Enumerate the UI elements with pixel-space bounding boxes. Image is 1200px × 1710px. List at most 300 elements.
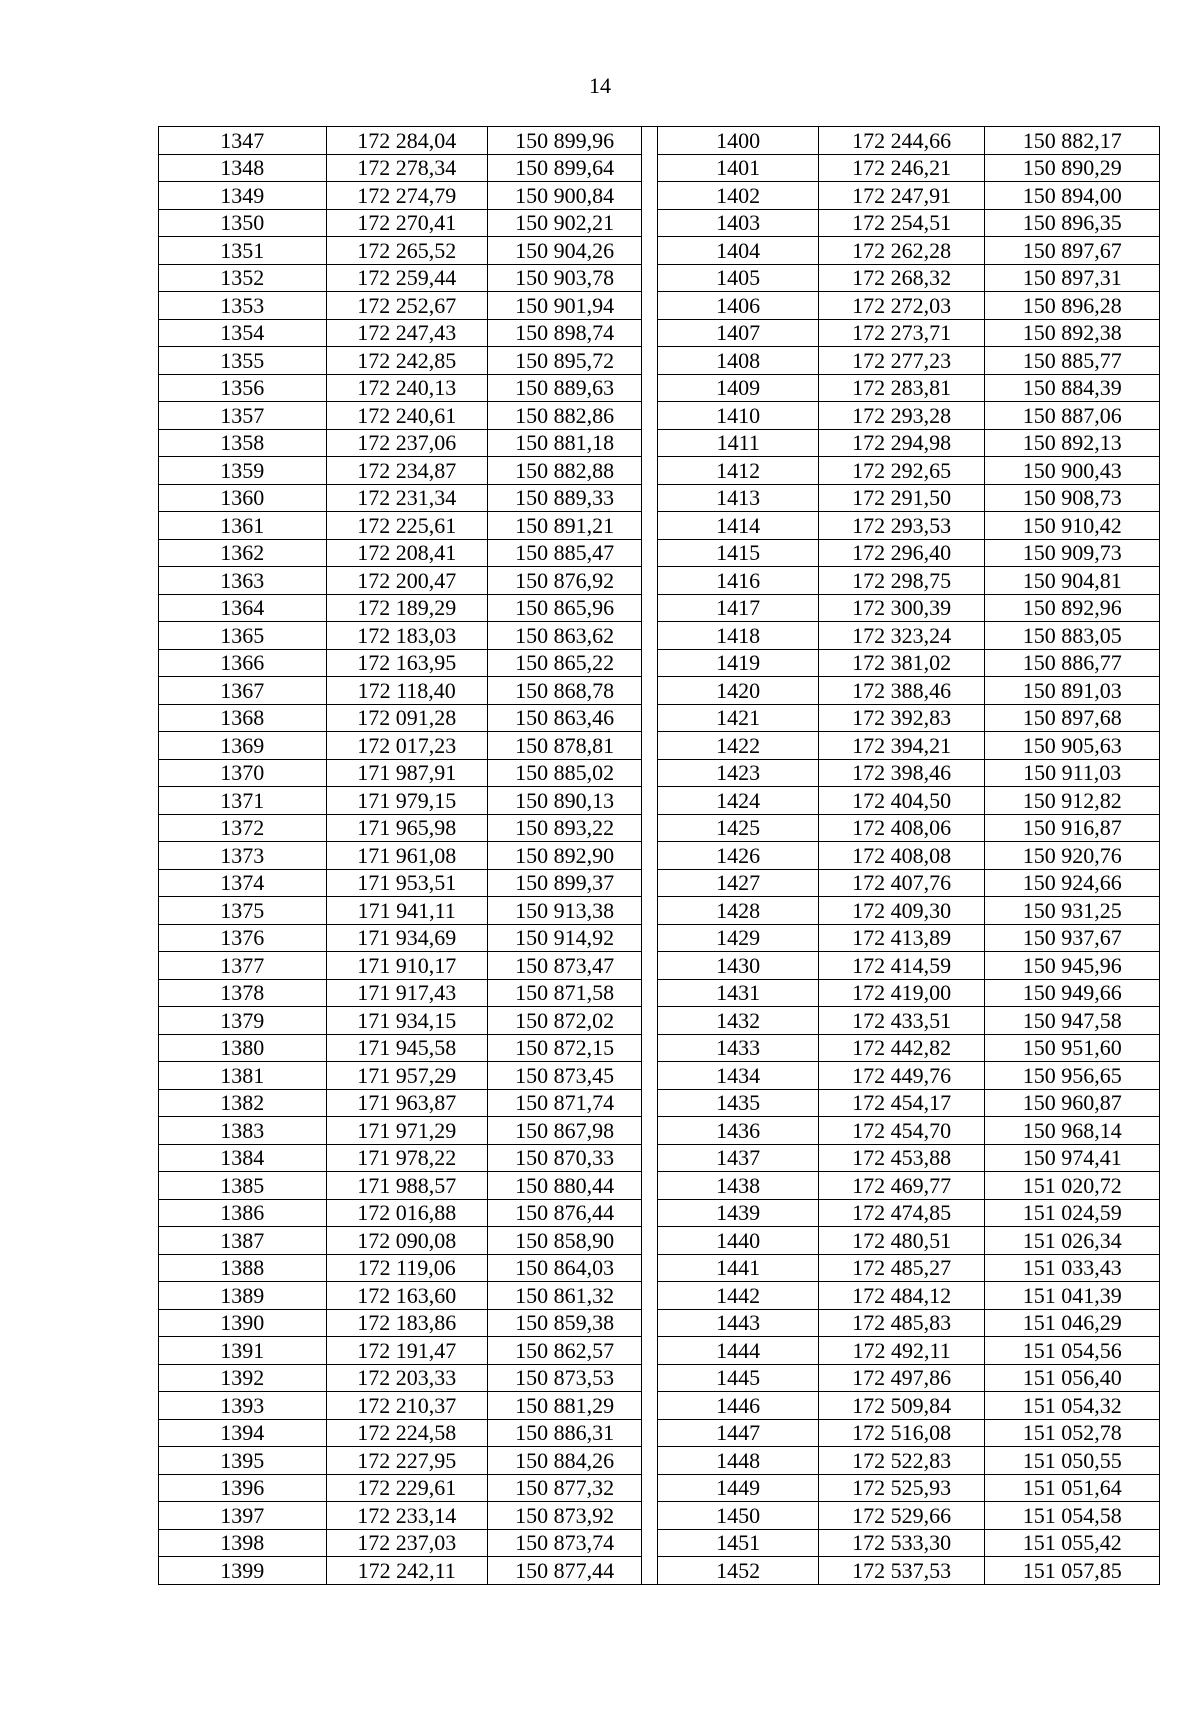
right-x-coordinate-cell: 172 516,08 bbox=[818, 1419, 984, 1447]
table-row bbox=[159, 1392, 1160, 1420]
right-point-number-cell: 1400 bbox=[658, 127, 818, 155]
table-row bbox=[159, 1502, 1160, 1530]
right-y-coordinate-cell: 151 046,29 bbox=[985, 1309, 1160, 1337]
left-point-number-cell: 1386 bbox=[159, 1199, 327, 1227]
table-row bbox=[159, 1337, 1160, 1365]
left-y-coordinate-cell: 150 872,15 bbox=[487, 1034, 641, 1062]
left-y-coordinate-cell: 150 873,92 bbox=[487, 1502, 641, 1530]
right-x-coordinate-cell: 172 283,81 bbox=[818, 374, 984, 402]
right-x-coordinate-cell: 172 408,08 bbox=[818, 842, 984, 870]
left-x-coordinate-cell: 171 978,22 bbox=[326, 1144, 487, 1172]
table-row bbox=[159, 237, 1160, 265]
right-point-number-cell: 1444 bbox=[658, 1337, 818, 1365]
left-x-coordinate-cell: 171 963,87 bbox=[326, 1089, 487, 1117]
left-y-coordinate-cell: 150 877,32 bbox=[487, 1474, 641, 1502]
right-point-number-cell: 1415 bbox=[658, 539, 818, 567]
right-point-number-cell: 1452 bbox=[658, 1557, 818, 1585]
table-row bbox=[159, 429, 1160, 457]
right-point-number-cell: 1449 bbox=[658, 1474, 818, 1502]
left-x-coordinate-cell: 171 941,11 bbox=[326, 897, 487, 925]
left-y-coordinate-cell: 150 868,78 bbox=[487, 677, 641, 705]
left-x-coordinate-cell: 172 183,03 bbox=[326, 622, 487, 650]
table-row bbox=[159, 1254, 1160, 1282]
right-point-number-cell: 1443 bbox=[658, 1309, 818, 1337]
column-group-divider bbox=[642, 319, 658, 347]
right-x-coordinate-cell: 172 291,50 bbox=[818, 484, 984, 512]
left-y-coordinate-cell: 150 889,33 bbox=[487, 484, 641, 512]
table-row bbox=[159, 319, 1160, 347]
right-point-number-cell: 1418 bbox=[658, 622, 818, 650]
right-y-coordinate-cell: 150 892,38 bbox=[985, 319, 1160, 347]
table-row bbox=[159, 842, 1160, 870]
left-x-coordinate-cell: 172 016,88 bbox=[326, 1199, 487, 1227]
column-group-divider bbox=[642, 732, 658, 760]
left-y-coordinate-cell: 150 914,92 bbox=[487, 924, 641, 952]
right-x-coordinate-cell: 172 293,53 bbox=[818, 512, 984, 540]
column-group-divider bbox=[642, 704, 658, 732]
right-y-coordinate-cell: 150 890,29 bbox=[985, 154, 1160, 182]
table-row bbox=[159, 704, 1160, 732]
column-group-divider bbox=[642, 1199, 658, 1227]
left-point-number-cell: 1374 bbox=[159, 869, 327, 897]
right-x-coordinate-cell: 172 394,21 bbox=[818, 732, 984, 760]
left-x-coordinate-cell: 172 265,52 bbox=[326, 237, 487, 265]
right-x-coordinate-cell: 172 277,23 bbox=[818, 347, 984, 375]
right-point-number-cell: 1422 bbox=[658, 732, 818, 760]
right-y-coordinate-cell: 150 951,60 bbox=[985, 1034, 1160, 1062]
right-x-coordinate-cell: 172 408,06 bbox=[818, 814, 984, 842]
table-row bbox=[159, 952, 1160, 980]
left-point-number-cell: 1367 bbox=[159, 677, 327, 705]
right-x-coordinate-cell: 172 268,32 bbox=[818, 264, 984, 292]
table-row bbox=[159, 512, 1160, 540]
left-point-number-cell: 1382 bbox=[159, 1089, 327, 1117]
left-x-coordinate-cell: 171 965,98 bbox=[326, 814, 487, 842]
table-row bbox=[159, 1034, 1160, 1062]
left-y-coordinate-cell: 150 870,33 bbox=[487, 1144, 641, 1172]
right-y-coordinate-cell: 151 052,78 bbox=[985, 1419, 1160, 1447]
right-point-number-cell: 1404 bbox=[658, 237, 818, 265]
column-group-divider bbox=[642, 869, 658, 897]
column-group-divider bbox=[642, 1089, 658, 1117]
column-group-divider bbox=[642, 924, 658, 952]
left-x-coordinate-cell: 172 183,86 bbox=[326, 1309, 487, 1337]
right-y-coordinate-cell: 150 891,03 bbox=[985, 677, 1160, 705]
table-row bbox=[159, 1199, 1160, 1227]
column-group-divider bbox=[642, 292, 658, 320]
right-point-number-cell: 1412 bbox=[658, 457, 818, 485]
right-x-coordinate-cell: 172 254,51 bbox=[818, 209, 984, 237]
right-y-coordinate-cell: 150 896,35 bbox=[985, 209, 1160, 237]
left-y-coordinate-cell: 150 893,22 bbox=[487, 814, 641, 842]
column-group-divider bbox=[642, 1392, 658, 1420]
column-group-divider bbox=[642, 759, 658, 787]
left-y-coordinate-cell: 150 899,37 bbox=[487, 869, 641, 897]
right-x-coordinate-cell: 172 388,46 bbox=[818, 677, 984, 705]
left-point-number-cell: 1359 bbox=[159, 457, 327, 485]
right-x-coordinate-cell: 172 272,03 bbox=[818, 292, 984, 320]
left-y-coordinate-cell: 150 873,45 bbox=[487, 1062, 641, 1090]
right-y-coordinate-cell: 151 050,55 bbox=[985, 1447, 1160, 1475]
table-row bbox=[159, 1062, 1160, 1090]
table-row bbox=[159, 759, 1160, 787]
right-y-coordinate-cell: 151 024,59 bbox=[985, 1199, 1160, 1227]
right-y-coordinate-cell: 150 908,73 bbox=[985, 484, 1160, 512]
left-x-coordinate-cell: 172 247,43 bbox=[326, 319, 487, 347]
left-y-coordinate-cell: 150 884,26 bbox=[487, 1447, 641, 1475]
left-x-coordinate-cell: 172 119,06 bbox=[326, 1254, 487, 1282]
left-point-number-cell: 1384 bbox=[159, 1144, 327, 1172]
left-x-coordinate-cell: 172 234,87 bbox=[326, 457, 487, 485]
left-point-number-cell: 1353 bbox=[159, 292, 327, 320]
right-x-coordinate-cell: 172 413,89 bbox=[818, 924, 984, 952]
right-point-number-cell: 1413 bbox=[658, 484, 818, 512]
right-x-coordinate-cell: 172 449,76 bbox=[818, 1062, 984, 1090]
table-row bbox=[159, 1282, 1160, 1310]
table-row bbox=[159, 677, 1160, 705]
right-y-coordinate-cell: 151 033,43 bbox=[985, 1254, 1160, 1282]
column-group-divider bbox=[642, 457, 658, 485]
coordinates-table-body bbox=[159, 127, 1160, 1585]
table-row bbox=[159, 154, 1160, 182]
column-group-divider bbox=[642, 512, 658, 540]
right-x-coordinate-cell: 172 300,39 bbox=[818, 594, 984, 622]
right-point-number-cell: 1427 bbox=[658, 869, 818, 897]
table-row bbox=[159, 402, 1160, 430]
table-row bbox=[159, 292, 1160, 320]
left-y-coordinate-cell: 150 898,74 bbox=[487, 319, 641, 347]
left-y-coordinate-cell: 150 878,81 bbox=[487, 732, 641, 760]
right-point-number-cell: 1421 bbox=[658, 704, 818, 732]
right-point-number-cell: 1431 bbox=[658, 979, 818, 1007]
left-point-number-cell: 1369 bbox=[159, 732, 327, 760]
right-point-number-cell: 1438 bbox=[658, 1172, 818, 1200]
left-point-number-cell: 1390 bbox=[159, 1309, 327, 1337]
left-x-coordinate-cell: 172 224,58 bbox=[326, 1419, 487, 1447]
left-x-coordinate-cell: 172 278,34 bbox=[326, 154, 487, 182]
left-y-coordinate-cell: 150 865,96 bbox=[487, 594, 641, 622]
right-point-number-cell: 1411 bbox=[658, 429, 818, 457]
table-row bbox=[159, 1364, 1160, 1392]
left-y-coordinate-cell: 150 885,47 bbox=[487, 539, 641, 567]
left-point-number-cell: 1389 bbox=[159, 1282, 327, 1310]
table-row bbox=[159, 732, 1160, 760]
left-y-coordinate-cell: 150 913,38 bbox=[487, 897, 641, 925]
left-x-coordinate-cell: 172 118,40 bbox=[326, 677, 487, 705]
column-group-divider bbox=[642, 952, 658, 980]
left-point-number-cell: 1388 bbox=[159, 1254, 327, 1282]
left-y-coordinate-cell: 150 881,18 bbox=[487, 429, 641, 457]
right-point-number-cell: 1447 bbox=[658, 1419, 818, 1447]
right-point-number-cell: 1407 bbox=[658, 319, 818, 347]
left-point-number-cell: 1348 bbox=[159, 154, 327, 182]
left-x-coordinate-cell: 171 987,91 bbox=[326, 759, 487, 787]
left-point-number-cell: 1372 bbox=[159, 814, 327, 842]
column-group-divider bbox=[642, 1502, 658, 1530]
table-row bbox=[159, 1007, 1160, 1035]
left-x-coordinate-cell: 172 233,14 bbox=[326, 1502, 487, 1530]
column-group-divider bbox=[642, 622, 658, 650]
table-row bbox=[159, 1557, 1160, 1585]
table-row bbox=[159, 457, 1160, 485]
right-point-number-cell: 1448 bbox=[658, 1447, 818, 1475]
left-point-number-cell: 1351 bbox=[159, 237, 327, 265]
right-y-coordinate-cell: 150 968,14 bbox=[985, 1117, 1160, 1145]
column-group-divider bbox=[642, 1529, 658, 1557]
left-point-number-cell: 1387 bbox=[159, 1227, 327, 1255]
right-y-coordinate-cell: 150 924,66 bbox=[985, 869, 1160, 897]
right-point-number-cell: 1435 bbox=[658, 1089, 818, 1117]
right-y-coordinate-cell: 150 897,67 bbox=[985, 237, 1160, 265]
column-group-divider bbox=[642, 842, 658, 870]
left-x-coordinate-cell: 172 017,23 bbox=[326, 732, 487, 760]
column-group-divider bbox=[642, 1227, 658, 1255]
right-y-coordinate-cell: 150 945,96 bbox=[985, 952, 1160, 980]
column-group-divider bbox=[642, 1419, 658, 1447]
left-point-number-cell: 1376 bbox=[159, 924, 327, 952]
left-point-number-cell: 1380 bbox=[159, 1034, 327, 1062]
left-y-coordinate-cell: 150 901,94 bbox=[487, 292, 641, 320]
right-point-number-cell: 1419 bbox=[658, 649, 818, 677]
right-y-coordinate-cell: 151 055,42 bbox=[985, 1529, 1160, 1557]
right-x-coordinate-cell: 172 537,53 bbox=[818, 1557, 984, 1585]
right-point-number-cell: 1424 bbox=[658, 787, 818, 815]
right-x-coordinate-cell: 172 273,71 bbox=[818, 319, 984, 347]
left-y-coordinate-cell: 150 871,58 bbox=[487, 979, 641, 1007]
left-x-coordinate-cell: 172 231,34 bbox=[326, 484, 487, 512]
left-y-coordinate-cell: 150 871,74 bbox=[487, 1089, 641, 1117]
left-x-coordinate-cell: 171 917,43 bbox=[326, 979, 487, 1007]
page-number: 14 bbox=[589, 73, 611, 98]
right-x-coordinate-cell: 172 293,28 bbox=[818, 402, 984, 430]
right-y-coordinate-cell: 150 905,63 bbox=[985, 732, 1160, 760]
right-point-number-cell: 1445 bbox=[658, 1364, 818, 1392]
right-y-coordinate-cell: 150 897,68 bbox=[985, 704, 1160, 732]
left-y-coordinate-cell: 150 889,63 bbox=[487, 374, 641, 402]
right-x-coordinate-cell: 172 454,70 bbox=[818, 1117, 984, 1145]
left-point-number-cell: 1371 bbox=[159, 787, 327, 815]
left-point-number-cell: 1399 bbox=[159, 1557, 327, 1585]
right-x-coordinate-cell: 172 244,66 bbox=[818, 127, 984, 155]
right-x-coordinate-cell: 172 474,85 bbox=[818, 1199, 984, 1227]
left-y-coordinate-cell: 150 867,98 bbox=[487, 1117, 641, 1145]
right-y-coordinate-cell: 151 041,39 bbox=[985, 1282, 1160, 1310]
right-point-number-cell: 1423 bbox=[658, 759, 818, 787]
column-group-divider bbox=[642, 1144, 658, 1172]
right-x-coordinate-cell: 172 398,46 bbox=[818, 759, 984, 787]
right-point-number-cell: 1441 bbox=[658, 1254, 818, 1282]
left-x-coordinate-cell: 172 090,08 bbox=[326, 1227, 487, 1255]
left-y-coordinate-cell: 150 892,90 bbox=[487, 842, 641, 870]
left-x-coordinate-cell: 172 240,13 bbox=[326, 374, 487, 402]
right-y-coordinate-cell: 150 900,43 bbox=[985, 457, 1160, 485]
table-row bbox=[159, 649, 1160, 677]
left-y-coordinate-cell: 150 895,72 bbox=[487, 347, 641, 375]
right-point-number-cell: 1434 bbox=[658, 1062, 818, 1090]
right-point-number-cell: 1403 bbox=[658, 209, 818, 237]
left-x-coordinate-cell: 171 953,51 bbox=[326, 869, 487, 897]
right-x-coordinate-cell: 172 419,00 bbox=[818, 979, 984, 1007]
right-point-number-cell: 1440 bbox=[658, 1227, 818, 1255]
left-point-number-cell: 1393 bbox=[159, 1392, 327, 1420]
left-point-number-cell: 1364 bbox=[159, 594, 327, 622]
right-x-coordinate-cell: 172 407,76 bbox=[818, 869, 984, 897]
right-y-coordinate-cell: 150 909,73 bbox=[985, 539, 1160, 567]
table-row bbox=[159, 539, 1160, 567]
left-point-number-cell: 1352 bbox=[159, 264, 327, 292]
right-y-coordinate-cell: 150 911,03 bbox=[985, 759, 1160, 787]
column-group-divider bbox=[642, 787, 658, 815]
column-group-divider bbox=[642, 374, 658, 402]
right-point-number-cell: 1437 bbox=[658, 1144, 818, 1172]
right-x-coordinate-cell: 172 453,88 bbox=[818, 1144, 984, 1172]
left-point-number-cell: 1377 bbox=[159, 952, 327, 980]
left-x-coordinate-cell: 172 200,47 bbox=[326, 567, 487, 595]
left-y-coordinate-cell: 150 904,26 bbox=[487, 237, 641, 265]
right-point-number-cell: 1416 bbox=[658, 567, 818, 595]
right-point-number-cell: 1439 bbox=[658, 1199, 818, 1227]
right-point-number-cell: 1409 bbox=[658, 374, 818, 402]
right-x-coordinate-cell: 172 414,59 bbox=[818, 952, 984, 980]
right-y-coordinate-cell: 150 956,65 bbox=[985, 1062, 1160, 1090]
right-point-number-cell: 1401 bbox=[658, 154, 818, 182]
column-group-divider bbox=[642, 649, 658, 677]
left-x-coordinate-cell: 172 227,95 bbox=[326, 1447, 487, 1475]
right-y-coordinate-cell: 150 894,00 bbox=[985, 182, 1160, 210]
right-x-coordinate-cell: 172 292,65 bbox=[818, 457, 984, 485]
right-point-number-cell: 1410 bbox=[658, 402, 818, 430]
left-point-number-cell: 1378 bbox=[159, 979, 327, 1007]
column-group-divider bbox=[642, 347, 658, 375]
left-y-coordinate-cell: 150 864,03 bbox=[487, 1254, 641, 1282]
right-y-coordinate-cell: 150 897,31 bbox=[985, 264, 1160, 292]
left-y-coordinate-cell: 150 881,29 bbox=[487, 1392, 641, 1420]
left-point-number-cell: 1365 bbox=[159, 622, 327, 650]
left-y-coordinate-cell: 150 862,57 bbox=[487, 1337, 641, 1365]
right-point-number-cell: 1436 bbox=[658, 1117, 818, 1145]
left-y-coordinate-cell: 150 861,32 bbox=[487, 1282, 641, 1310]
right-point-number-cell: 1420 bbox=[658, 677, 818, 705]
column-group-divider bbox=[642, 1062, 658, 1090]
right-y-coordinate-cell: 150 920,76 bbox=[985, 842, 1160, 870]
left-x-coordinate-cell: 172 191,47 bbox=[326, 1337, 487, 1365]
right-y-coordinate-cell: 151 020,72 bbox=[985, 1172, 1160, 1200]
table-row bbox=[159, 869, 1160, 897]
table-row bbox=[159, 1529, 1160, 1557]
left-x-coordinate-cell: 172 270,41 bbox=[326, 209, 487, 237]
left-point-number-cell: 1381 bbox=[159, 1062, 327, 1090]
right-x-coordinate-cell: 172 525,93 bbox=[818, 1474, 984, 1502]
left-y-coordinate-cell: 150 899,96 bbox=[487, 127, 641, 155]
right-x-coordinate-cell: 172 469,77 bbox=[818, 1172, 984, 1200]
column-group-divider bbox=[642, 484, 658, 512]
right-x-coordinate-cell: 172 433,51 bbox=[818, 1007, 984, 1035]
right-y-coordinate-cell: 150 947,58 bbox=[985, 1007, 1160, 1035]
right-point-number-cell: 1414 bbox=[658, 512, 818, 540]
left-x-coordinate-cell: 171 957,29 bbox=[326, 1062, 487, 1090]
left-y-coordinate-cell: 150 886,31 bbox=[487, 1419, 641, 1447]
right-x-coordinate-cell: 172 485,27 bbox=[818, 1254, 984, 1282]
left-y-coordinate-cell: 150 877,44 bbox=[487, 1557, 641, 1585]
right-y-coordinate-cell: 150 882,17 bbox=[985, 127, 1160, 155]
right-y-coordinate-cell: 150 974,41 bbox=[985, 1144, 1160, 1172]
table-row bbox=[159, 1117, 1160, 1145]
left-y-coordinate-cell: 150 902,21 bbox=[487, 209, 641, 237]
right-x-coordinate-cell: 172 246,21 bbox=[818, 154, 984, 182]
left-point-number-cell: 1357 bbox=[159, 402, 327, 430]
left-y-coordinate-cell: 150 873,74 bbox=[487, 1529, 641, 1557]
right-x-coordinate-cell: 172 442,82 bbox=[818, 1034, 984, 1062]
left-y-coordinate-cell: 150 859,38 bbox=[487, 1309, 641, 1337]
right-point-number-cell: 1405 bbox=[658, 264, 818, 292]
left-x-coordinate-cell: 171 971,29 bbox=[326, 1117, 487, 1145]
column-group-divider bbox=[642, 1557, 658, 1585]
left-point-number-cell: 1375 bbox=[159, 897, 327, 925]
left-point-number-cell: 1354 bbox=[159, 319, 327, 347]
table-row bbox=[159, 814, 1160, 842]
left-point-number-cell: 1349 bbox=[159, 182, 327, 210]
left-point-number-cell: 1395 bbox=[159, 1447, 327, 1475]
left-y-coordinate-cell: 150 900,84 bbox=[487, 182, 641, 210]
column-group-divider bbox=[642, 1282, 658, 1310]
left-x-coordinate-cell: 172 091,28 bbox=[326, 704, 487, 732]
table-row bbox=[159, 209, 1160, 237]
left-x-coordinate-cell: 171 934,69 bbox=[326, 924, 487, 952]
right-point-number-cell: 1442 bbox=[658, 1282, 818, 1310]
right-y-coordinate-cell: 150 912,82 bbox=[985, 787, 1160, 815]
column-group-divider bbox=[642, 539, 658, 567]
right-x-coordinate-cell: 172 480,51 bbox=[818, 1227, 984, 1255]
table-row bbox=[159, 594, 1160, 622]
left-y-coordinate-cell: 150 885,02 bbox=[487, 759, 641, 787]
table-row bbox=[159, 1474, 1160, 1502]
column-group-divider bbox=[642, 567, 658, 595]
left-y-coordinate-cell: 150 873,53 bbox=[487, 1364, 641, 1392]
right-x-coordinate-cell: 172 247,91 bbox=[818, 182, 984, 210]
left-x-coordinate-cell: 172 237,03 bbox=[326, 1529, 487, 1557]
left-x-coordinate-cell: 171 910,17 bbox=[326, 952, 487, 980]
right-point-number-cell: 1406 bbox=[658, 292, 818, 320]
right-y-coordinate-cell: 150 916,87 bbox=[985, 814, 1160, 842]
left-x-coordinate-cell: 172 274,79 bbox=[326, 182, 487, 210]
right-point-number-cell: 1429 bbox=[658, 924, 818, 952]
left-point-number-cell: 1392 bbox=[159, 1364, 327, 1392]
right-point-number-cell: 1428 bbox=[658, 897, 818, 925]
right-y-coordinate-cell: 150 885,77 bbox=[985, 347, 1160, 375]
column-group-divider bbox=[642, 264, 658, 292]
left-point-number-cell: 1350 bbox=[159, 209, 327, 237]
right-x-coordinate-cell: 172 298,75 bbox=[818, 567, 984, 595]
left-x-coordinate-cell: 172 240,61 bbox=[326, 402, 487, 430]
right-x-coordinate-cell: 172 497,86 bbox=[818, 1364, 984, 1392]
right-y-coordinate-cell: 150 892,13 bbox=[985, 429, 1160, 457]
table-row bbox=[159, 1447, 1160, 1475]
right-point-number-cell: 1446 bbox=[658, 1392, 818, 1420]
left-y-coordinate-cell: 150 873,47 bbox=[487, 952, 641, 980]
right-x-coordinate-cell: 172 492,11 bbox=[818, 1337, 984, 1365]
left-x-coordinate-cell: 171 934,15 bbox=[326, 1007, 487, 1035]
left-point-number-cell: 1394 bbox=[159, 1419, 327, 1447]
left-point-number-cell: 1385 bbox=[159, 1172, 327, 1200]
left-point-number-cell: 1370 bbox=[159, 759, 327, 787]
left-y-coordinate-cell: 150 876,92 bbox=[487, 567, 641, 595]
right-y-coordinate-cell: 150 896,28 bbox=[985, 292, 1160, 320]
column-group-divider bbox=[642, 1034, 658, 1062]
right-y-coordinate-cell: 150 892,96 bbox=[985, 594, 1160, 622]
right-y-coordinate-cell: 150 937,67 bbox=[985, 924, 1160, 952]
left-y-coordinate-cell: 150 890,13 bbox=[487, 787, 641, 815]
column-group-divider bbox=[642, 594, 658, 622]
